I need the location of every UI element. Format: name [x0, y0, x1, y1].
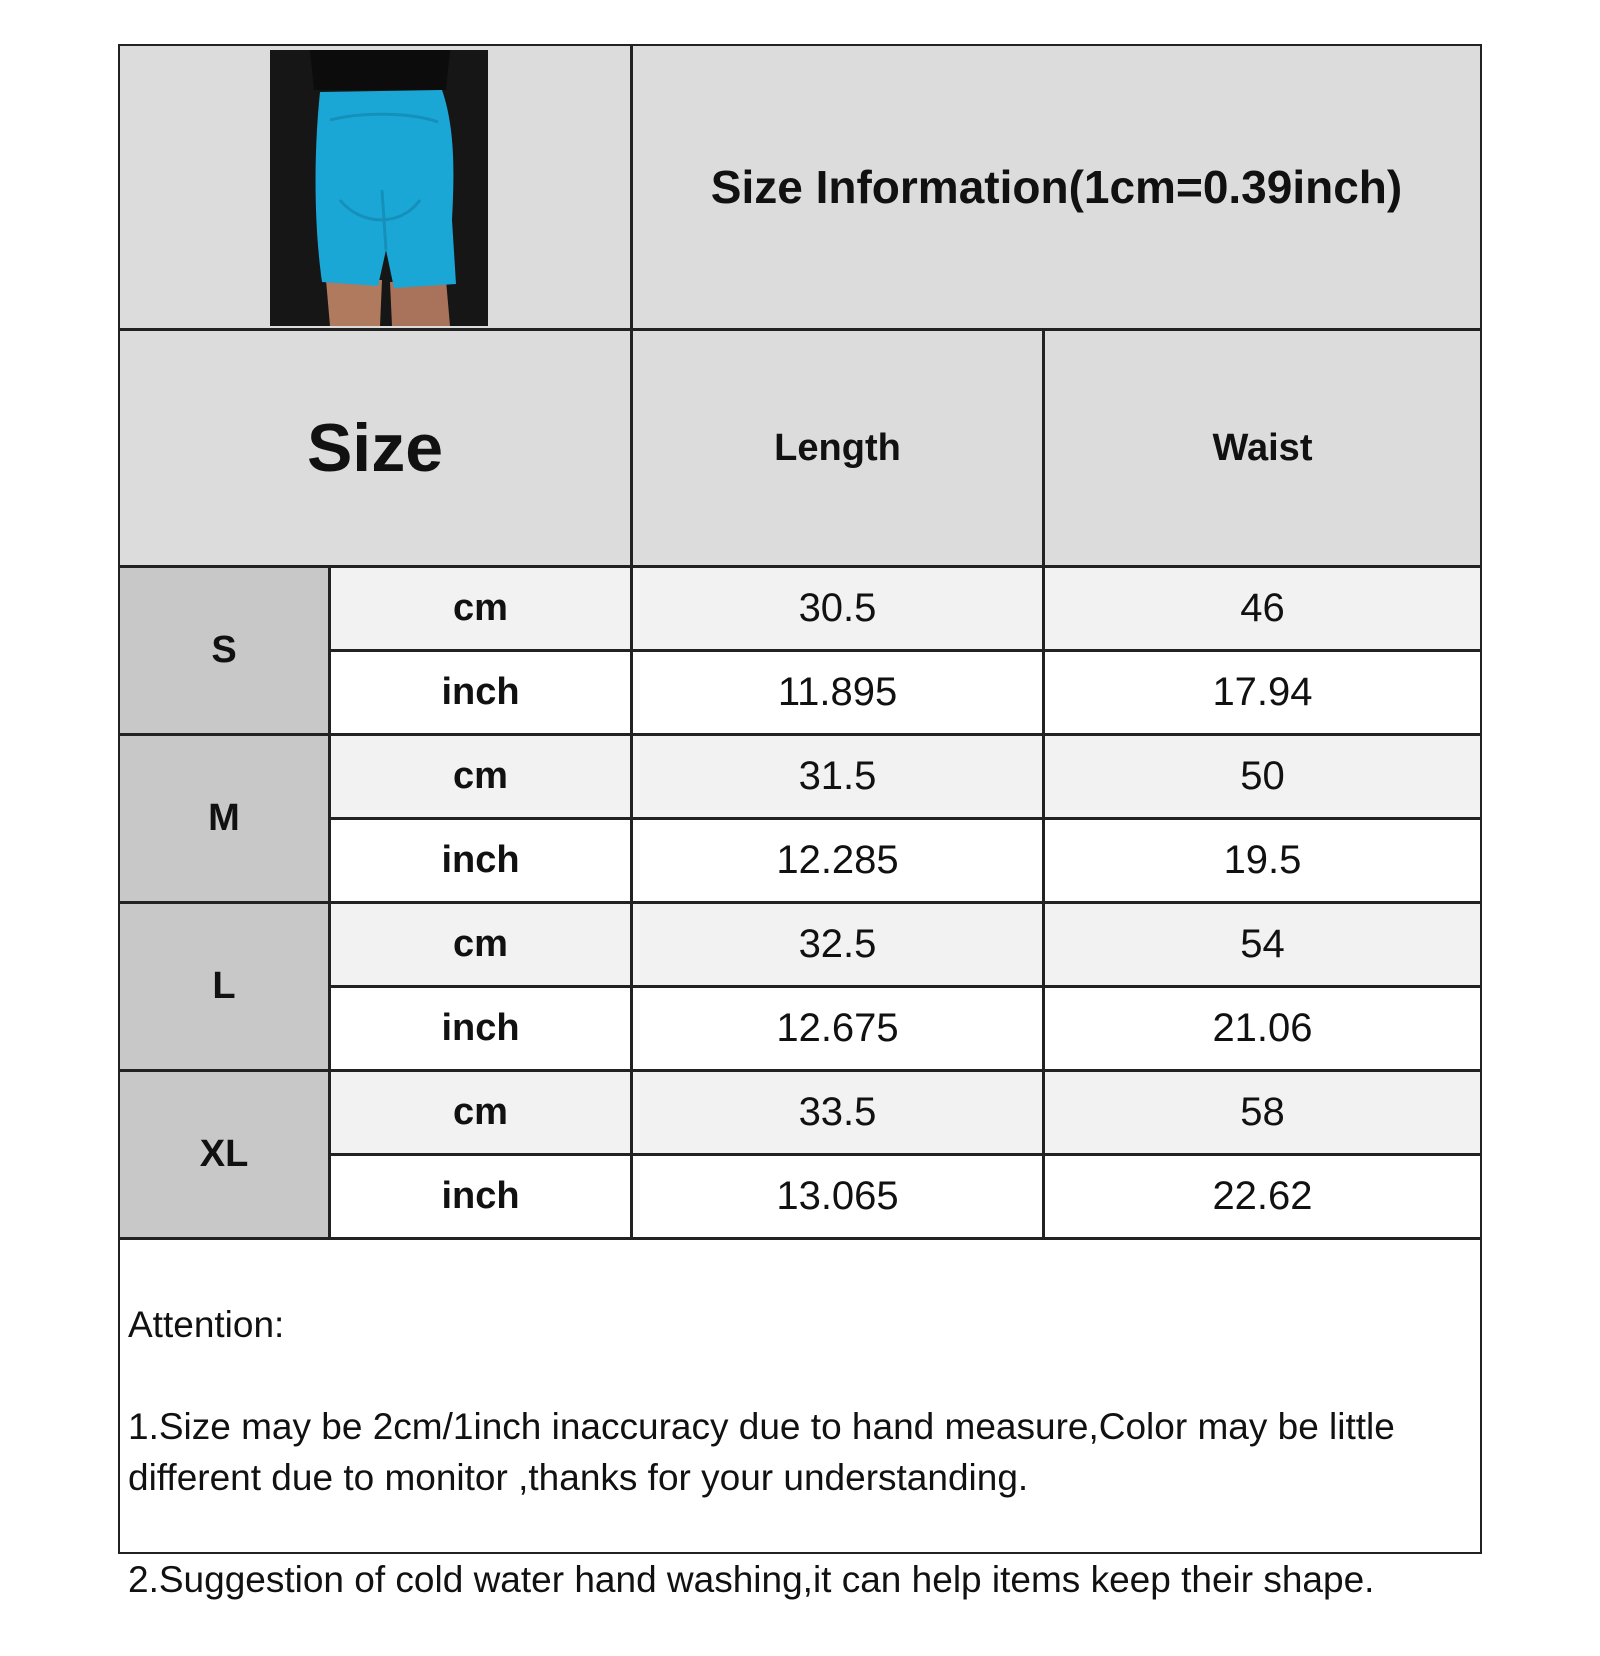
- size-label-m: M: [120, 736, 328, 901]
- grid-line: [120, 565, 1480, 568]
- waist-value: 17.94: [1045, 652, 1480, 733]
- grid-line: [120, 733, 1480, 736]
- unit-cm: cm: [331, 904, 630, 985]
- length-value: 32.5: [633, 904, 1042, 985]
- size-label-xl: XL: [120, 1072, 328, 1237]
- length-value: 12.285: [633, 820, 1042, 901]
- length-value: 12.675: [633, 988, 1042, 1069]
- grid-line: [630, 46, 633, 1240]
- grid-line: [328, 649, 1480, 652]
- size-info-title: Size Information(1cm=0.39inch): [633, 46, 1480, 328]
- waist-value: 50: [1045, 736, 1480, 817]
- unit-cm: cm: [331, 568, 630, 649]
- length-value: 31.5: [633, 736, 1042, 817]
- grid-line: [1042, 328, 1045, 1240]
- waist-value: 54: [1045, 904, 1480, 985]
- notes-line-1: 1.Size may be 2cm/1inch inaccuracy due to hand measure,Color may be little different due to monitor ,thanks for your understanding.: [128, 1406, 1395, 1498]
- size-label-l: L: [120, 904, 328, 1069]
- waist-value: 19.5: [1045, 820, 1480, 901]
- waist-column-header: Waist: [1045, 331, 1480, 565]
- notes-heading: Attention:: [128, 1304, 285, 1345]
- length-column-header: Length: [633, 331, 1042, 565]
- size-column-header: Size: [120, 331, 630, 565]
- length-value: 13.065: [633, 1156, 1042, 1237]
- photo-cell: [120, 46, 630, 328]
- shorts-image: [270, 50, 488, 326]
- unit-inch: inch: [331, 652, 630, 733]
- grid-line: [120, 901, 1480, 904]
- length-value: 30.5: [633, 568, 1042, 649]
- grid-line: [120, 1069, 1480, 1072]
- waist-value: 22.62: [1045, 1156, 1480, 1237]
- size-label-s: S: [120, 568, 328, 733]
- waist-value: 46: [1045, 568, 1480, 649]
- product-photo: [270, 50, 488, 326]
- unit-inch: inch: [331, 820, 630, 901]
- length-value: 11.895: [633, 652, 1042, 733]
- attention-notes: [120, 1240, 1480, 1600]
- unit-cm: cm: [331, 1072, 630, 1153]
- grid-line: [328, 985, 1480, 988]
- grid-line: [328, 817, 1480, 820]
- notes-line-2: 2.Suggestion of cold water hand washing,it can help items keep their shape.: [128, 1559, 1375, 1600]
- size-chart: [118, 44, 1482, 1600]
- grid-line: [328, 1153, 1480, 1156]
- waist-value: 21.06: [1045, 988, 1480, 1069]
- grid-line: [328, 565, 331, 1240]
- unit-inch: inch: [331, 1156, 630, 1237]
- notes-text: [128, 1248, 1470, 1656]
- length-value: 33.5: [633, 1072, 1042, 1153]
- unit-cm: cm: [331, 736, 630, 817]
- waist-value: 58: [1045, 1072, 1480, 1153]
- unit-inch: inch: [331, 988, 630, 1069]
- grid-line: [120, 328, 1480, 331]
